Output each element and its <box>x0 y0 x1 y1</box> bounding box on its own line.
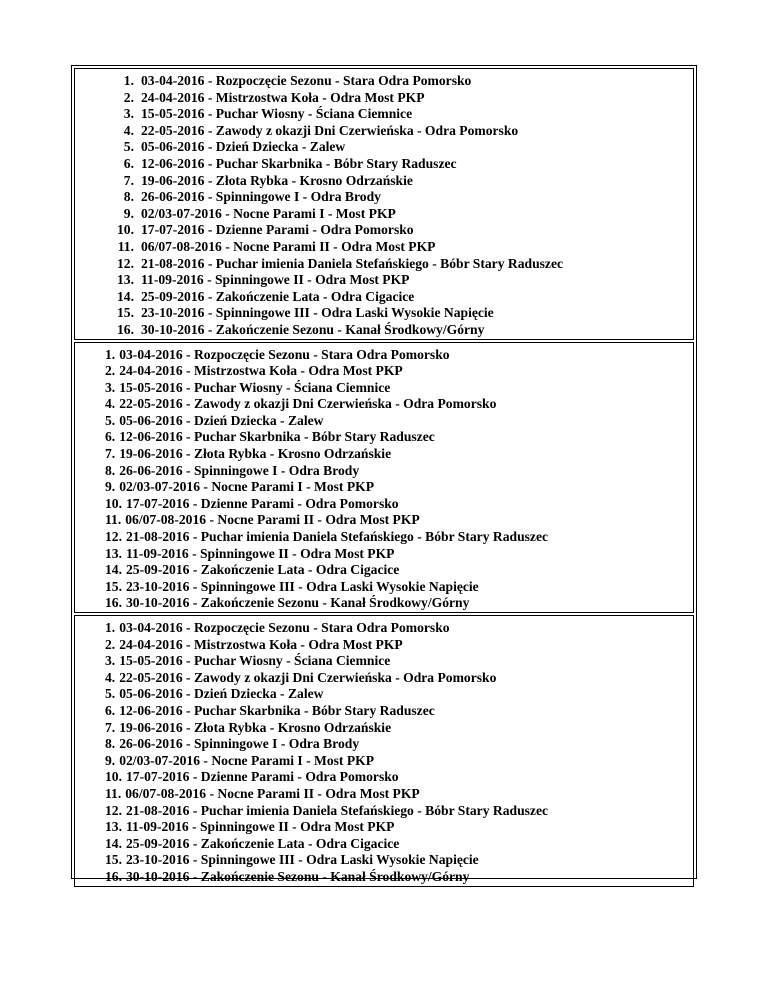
event-row <box>105 852 693 869</box>
schedule-block-3 <box>74 615 694 887</box>
event-description: 23-10-2016 - Spinningowe III - Odra Laski Wysokie Napięcie <box>126 578 479 594</box>
event-row <box>105 579 693 596</box>
event-description: 11-09-2016 - Spinningowe II - Odra Most PKP <box>141 272 410 288</box>
event-description: 30-10-2016 - Zakończenie Sezonu - Kanał Środkowy/Górny <box>141 321 485 337</box>
event-row <box>105 562 693 579</box>
event-number: 9. <box>105 479 116 495</box>
event-row <box>105 595 693 612</box>
event-description: 24-04-2016 - Mistrzostwa Koła - Odra Most PKP <box>119 636 403 652</box>
event-list <box>105 620 693 886</box>
schedule-table <box>71 65 697 884</box>
event-description: 12-06-2016 - Puchar Skarbnika - Bóbr Stary Raduszec <box>119 429 435 445</box>
event-row <box>105 106 693 123</box>
event-row <box>105 322 693 339</box>
event-row <box>105 620 693 637</box>
event-description: 25-09-2016 - Zakończenie Lata - Odra Cigacice <box>126 835 400 851</box>
event-number: 9. <box>105 752 116 768</box>
event-row <box>105 239 693 256</box>
event-number: 11. <box>105 512 122 528</box>
event-number: 5. <box>105 412 116 428</box>
event-row <box>105 289 693 306</box>
event-list <box>105 73 693 339</box>
event-number: 10. <box>117 222 134 238</box>
event-description: 11-09-2016 - Spinningowe II - Odra Most PKP <box>126 545 395 561</box>
event-number: 13. <box>117 272 134 288</box>
event-number: 7. <box>105 719 116 735</box>
event-description: 25-09-2016 - Zakończenie Lata - Odra Cigacice <box>141 288 415 304</box>
event-description: 03-04-2016 - Rozpoczęcie Sezonu - Stara Odra Pomorsko <box>119 346 450 362</box>
event-row <box>105 305 693 322</box>
event-number: 15. <box>117 305 134 321</box>
event-row <box>105 512 693 529</box>
event-number: 2. <box>123 89 134 105</box>
event-number: 6. <box>123 155 134 171</box>
event-description: 30-10-2016 - Zakończenie Sezonu - Kanał Środkowy/Górny <box>126 595 470 611</box>
event-number: 1. <box>105 346 116 362</box>
event-description: 21-08-2016 - Puchar imienia Daniela Stefańskiego - Bóbr Stary Raduszec <box>141 255 564 271</box>
event-number: 14. <box>105 835 122 851</box>
event-number: 4. <box>123 122 134 138</box>
event-row <box>105 720 693 737</box>
event-row <box>105 496 693 513</box>
event-row <box>105 206 693 223</box>
event-description: 11-09-2016 - Spinningowe II - Odra Most PKP <box>126 819 395 835</box>
schedule-block-1 <box>74 68 694 340</box>
event-row <box>105 256 693 273</box>
event-number: 16. <box>105 868 122 884</box>
event-number: 10. <box>105 495 122 511</box>
event-number: 16. <box>105 595 122 611</box>
event-number: 8. <box>105 462 116 478</box>
event-number: 3. <box>123 106 134 122</box>
event-description: 23-10-2016 - Spinningowe III - Odra Laski Wysokie Napięcie <box>141 305 494 321</box>
event-description: 21-08-2016 - Puchar imienia Daniela Stefańskiego - Bóbr Stary Raduszec <box>126 529 549 545</box>
event-number: 12. <box>117 255 134 271</box>
event-description: 17-07-2016 - Dzienne Parami - Odra Pomorsko <box>141 222 414 238</box>
event-row <box>105 123 693 140</box>
event-description: 05-06-2016 - Dzień Dziecka - Zalew <box>119 686 324 702</box>
event-row <box>105 786 693 803</box>
event-number: 14. <box>105 562 122 578</box>
event-description: 15-05-2016 - Puchar Wiosny - Ściana Ciemnice <box>119 653 391 669</box>
event-description: 02/03-07-2016 - Nocne Parami I - Most PKP <box>119 752 375 768</box>
event-row <box>105 803 693 820</box>
schedule-block-2 <box>74 342 694 614</box>
event-row <box>105 222 693 239</box>
event-description: 05-06-2016 - Dzień Dziecka - Zalew <box>119 412 324 428</box>
event-row <box>105 769 693 786</box>
event-description: 19-06-2016 - Złota Rybka - Krosno Odrzańskie <box>141 172 413 188</box>
event-number: 4. <box>105 396 116 412</box>
event-number: 3. <box>105 379 116 395</box>
event-description: 30-10-2016 - Zakończenie Sezonu - Kanał Środkowy/Górny <box>126 868 470 884</box>
event-row <box>105 836 693 853</box>
event-description: 06/07-08-2016 - Nocne Parami II - Odra Most PKP <box>125 512 420 528</box>
event-description: 06/07-08-2016 - Nocne Parami II - Odra Most PKP <box>125 785 420 801</box>
event-description: 05-06-2016 - Dzień Dziecka - Zalew <box>141 139 346 155</box>
event-number: 7. <box>123 172 134 188</box>
event-number: 13. <box>105 545 122 561</box>
event-number: 2. <box>105 363 116 379</box>
event-number: 5. <box>123 139 134 155</box>
event-row <box>105 396 693 413</box>
event-number: 13. <box>105 819 122 835</box>
event-description: 12-06-2016 - Puchar Skarbnika - Bóbr Stary Raduszec <box>119 702 435 718</box>
event-description: 22-05-2016 - Zawody z okazji Dni Czerwieńska - Odra Pomorsko <box>141 122 519 138</box>
event-row <box>105 272 693 289</box>
event-row <box>105 156 693 173</box>
event-row <box>105 363 693 380</box>
event-description: 26-06-2016 - Spinningowe I - Odra Brody <box>119 736 360 752</box>
event-description: 03-04-2016 - Rozpoczęcie Sezonu - Stara Odra Pomorsko <box>141 73 472 88</box>
event-row <box>105 529 693 546</box>
event-row <box>105 653 693 670</box>
event-number: 3. <box>105 653 116 669</box>
event-row <box>105 670 693 687</box>
event-description: 23-10-2016 - Spinningowe III - Odra Laski Wysokie Napięcie <box>126 852 479 868</box>
event-row <box>105 429 693 446</box>
event-row <box>105 463 693 480</box>
event-number: 12. <box>105 802 122 818</box>
event-number: 14. <box>117 288 134 304</box>
event-description: 24-04-2016 - Mistrzostwa Koła - Odra Most PKP <box>119 363 403 379</box>
schedule-blocks <box>74 68 694 884</box>
event-description: 12-06-2016 - Puchar Skarbnika - Bóbr Stary Raduszec <box>141 155 457 171</box>
event-description: 19-06-2016 - Złota Rybka - Krosno Odrzańskie <box>119 719 392 735</box>
event-row <box>105 686 693 703</box>
event-number: 15. <box>105 578 122 594</box>
event-description: 26-06-2016 - Spinningowe I - Odra Brody <box>141 189 381 205</box>
event-row <box>105 736 693 753</box>
event-description: 19-06-2016 - Złota Rybka - Krosno Odrzańskie <box>119 446 392 462</box>
event-row <box>105 753 693 770</box>
event-description: 22-05-2016 - Zawody z okazji Dni Czerwieńska - Odra Pomorsko <box>119 669 497 685</box>
event-description: 21-08-2016 - Puchar imienia Daniela Stefańskiego - Bóbr Stary Raduszec <box>126 802 549 818</box>
event-row <box>105 73 693 90</box>
event-row <box>105 189 693 206</box>
event-list <box>105 347 693 613</box>
event-number: 11. <box>117 238 134 254</box>
event-number: 8. <box>105 736 116 752</box>
event-number: 7. <box>105 446 116 462</box>
event-description: 24-04-2016 - Mistrzostwa Koła - Odra Most PKP <box>141 89 425 105</box>
event-number: 15. <box>105 852 122 868</box>
event-row <box>105 703 693 720</box>
event-row <box>105 347 693 364</box>
event-description: 17-07-2016 - Dzienne Parami - Odra Pomorsko <box>126 769 399 785</box>
event-number: 2. <box>105 636 116 652</box>
event-description: 26-06-2016 - Spinningowe I - Odra Brody <box>119 462 360 478</box>
event-description: 02/03-07-2016 - Nocne Parami I - Most PKP <box>119 479 375 495</box>
event-row <box>105 637 693 654</box>
event-number: 9. <box>123 205 134 221</box>
event-number: 10. <box>105 769 122 785</box>
event-description: 06/07-08-2016 - Nocne Parami II - Odra Most PKP <box>141 238 436 254</box>
event-row <box>105 413 693 430</box>
event-row <box>105 173 693 190</box>
event-row <box>105 819 693 836</box>
event-description: 02/03-07-2016 - Nocne Parami I - Most PKP <box>141 205 396 221</box>
event-description: 03-04-2016 - Rozpoczęcie Sezonu - Stara Odra Pomorsko <box>119 620 450 635</box>
event-number: 16. <box>117 321 134 337</box>
event-row <box>105 139 693 156</box>
event-description: 15-05-2016 - Puchar Wiosny - Ściana Ciemnice <box>141 106 413 122</box>
event-row <box>105 446 693 463</box>
event-row <box>105 380 693 397</box>
event-number: 5. <box>105 686 116 702</box>
event-row <box>105 546 693 563</box>
event-number: 8. <box>123 189 134 205</box>
event-row <box>105 869 693 886</box>
event-row <box>105 90 693 107</box>
event-description: 17-07-2016 - Dzienne Parami - Odra Pomorsko <box>126 495 399 511</box>
event-description: 15-05-2016 - Puchar Wiosny - Ściana Ciemnice <box>119 379 391 395</box>
event-description: 25-09-2016 - Zakończenie Lata - Odra Cigacice <box>126 562 400 578</box>
event-number: 12. <box>105 529 122 545</box>
event-row <box>105 479 693 496</box>
event-number: 1. <box>123 73 134 88</box>
event-number: 4. <box>105 669 116 685</box>
event-number: 6. <box>105 429 116 445</box>
event-number: 1. <box>105 620 116 635</box>
event-description: 22-05-2016 - Zawody z okazji Dni Czerwieńska - Odra Pomorsko <box>119 396 497 412</box>
event-number: 11. <box>105 785 122 801</box>
event-number: 6. <box>105 702 116 718</box>
